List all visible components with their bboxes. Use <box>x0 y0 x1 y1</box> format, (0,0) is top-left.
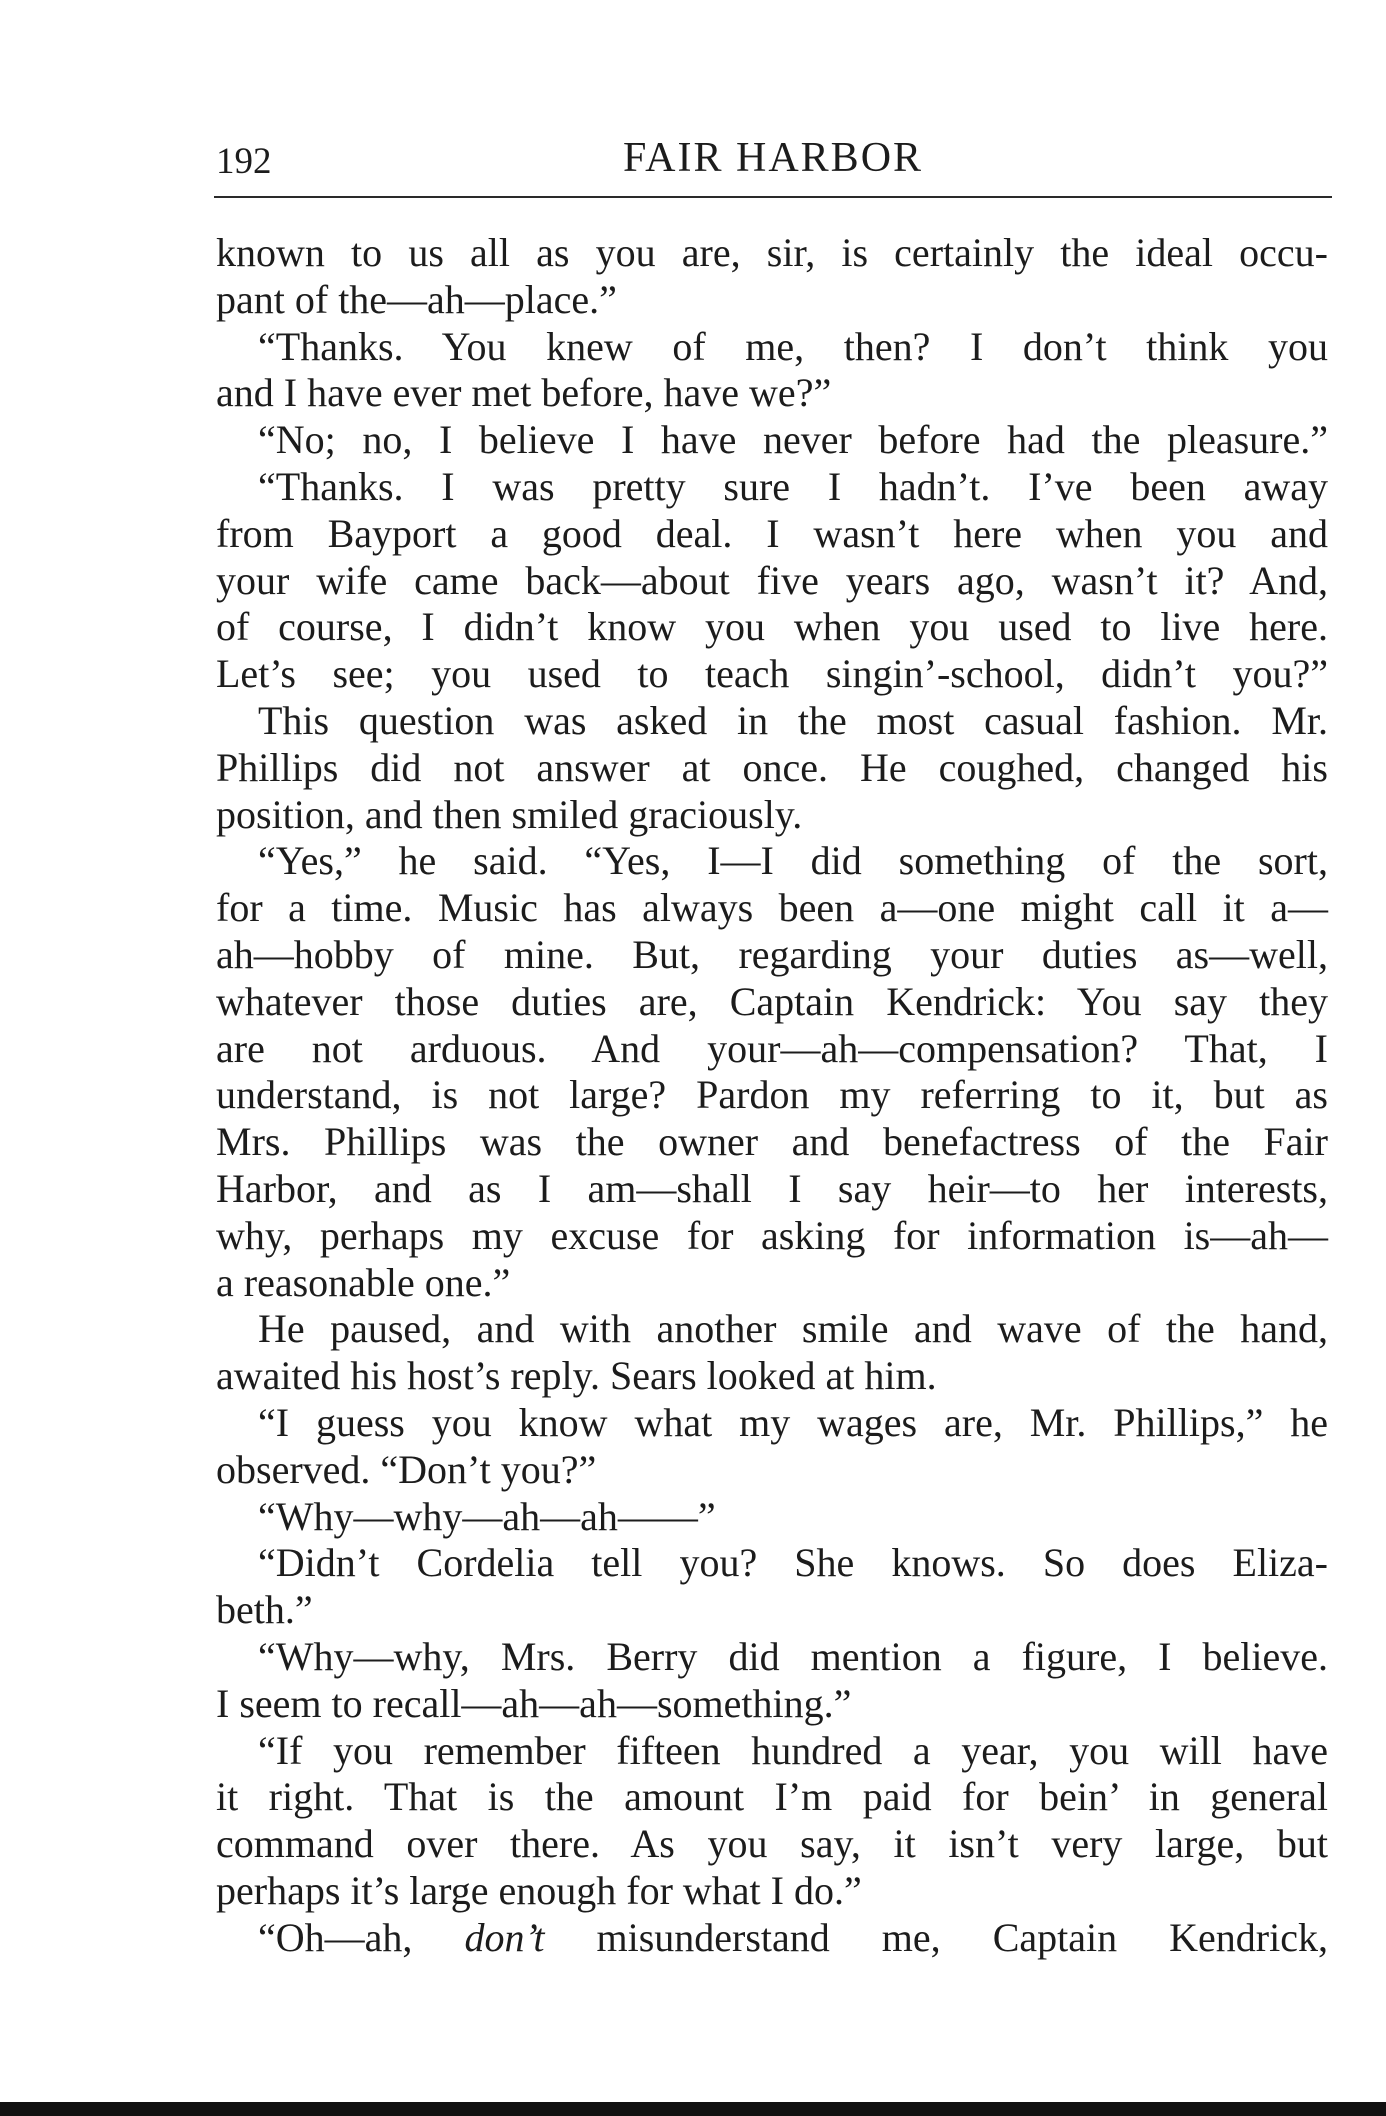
text-line: ah—hobby of mine. But, regarding your duties as—well, <box>216 931 1328 977</box>
text-run: “Oh—ah, <box>258 1914 465 1960</box>
bottom-border <box>0 2102 1386 2116</box>
text-line: Harbor, and as I am—shall I say heir—to her interests, <box>216 1165 1328 1211</box>
text-line: pant of the—ah—place.” <box>216 276 617 322</box>
italic-text: don’t <box>464 1914 545 1960</box>
text-line: why, perhaps my excuse for asking for information is—ah— <box>216 1212 1328 1258</box>
text-line: “Didn’t Cordelia tell you? She knows. So does Eliza- <box>258 1540 1328 1586</box>
text-line: and I have ever met before, have we?” <box>216 370 832 416</box>
text-line: “Why—why, Mrs. Berry did mention a figure, I believe. <box>258 1633 1328 1679</box>
page-header <box>216 134 1330 186</box>
text-line: from Bayport a good deal. I wasn’t here when you and <box>216 510 1328 556</box>
text-line: known to us all as you are, sir, is certainly the ideal occu- <box>216 230 1328 275</box>
text-line: “No; no, I believe I have never before had the pleasure.” <box>258 417 1328 463</box>
text-line: it right. That is the amount I’m paid for bein’ in general <box>216 1774 1328 1820</box>
text-line: “Thanks. I was pretty sure I hadn’t. I’ve been away <box>258 463 1328 509</box>
text-line: whatever those duties are, Captain Kendrick: You say they <box>216 978 1328 1024</box>
text-line: Mrs. Phillips was the owner and benefactress of the Fair <box>216 1119 1328 1165</box>
text-line: He paused, and with another smile and wave of the hand, <box>258 1306 1328 1352</box>
text-line: Phillips did not answer at once. He coughed, changed his <box>216 744 1328 790</box>
text-line: “Thanks. You knew of me, then? I don’t think you <box>258 323 1328 369</box>
text-line: position, and then smiled graciously. <box>216 791 803 837</box>
text-line: awaited his host’s reply. Sears looked at him. <box>216 1353 937 1399</box>
text-line: are not arduous. And your—ah—compensation? That, I <box>216 1025 1328 1071</box>
text-line: a reasonable one.” <box>216 1259 511 1305</box>
text-line: “Why—why—ah—ah——” <box>258 1493 716 1539</box>
text-line: for a time. Music has always been a—one might call it a— <box>216 885 1328 931</box>
text-line: observed. “Don’t you?” <box>216 1446 597 1492</box>
text-line: command over there. As you say, it isn’t very large, but <box>216 1821 1328 1867</box>
text-line: I seem to recall—ah—ah—something.” <box>216 1680 852 1726</box>
page-number: 192 <box>216 141 272 182</box>
text-line: understand, is not large? Pardon my referring to it, but as <box>216 1072 1328 1118</box>
text-line-last <box>216 1915 1328 1962</box>
text-line: of course, I didn’t know you when you used to live here. <box>216 604 1328 650</box>
text-run: misunderstand me, Captain Kendrick, <box>544 1914 1328 1960</box>
body-text <box>216 230 1328 1961</box>
text-line: “I guess you know what my wages are, Mr. Phillips,” he <box>258 1399 1328 1445</box>
running-title: FAIR HARBOR <box>622 135 924 181</box>
header-rule <box>214 196 1332 198</box>
text-line: “If you remember fifteen hundred a year, you will have <box>258 1727 1328 1773</box>
text-line: your wife came back—about five years ago, wasn’t it? And, <box>216 557 1328 603</box>
text-line: perhaps it’s large enough for what I do.” <box>216 1867 862 1913</box>
text-line: This question was asked in the most casual fashion. Mr. <box>258 697 1328 743</box>
text-line: Let’s see; you used to teach singin’-school, didn’t you?” <box>216 651 1328 697</box>
text-line: beth.” <box>216 1587 313 1633</box>
text-line: “Yes,” he said. “Yes, I—I did something of the sort, <box>258 838 1328 884</box>
